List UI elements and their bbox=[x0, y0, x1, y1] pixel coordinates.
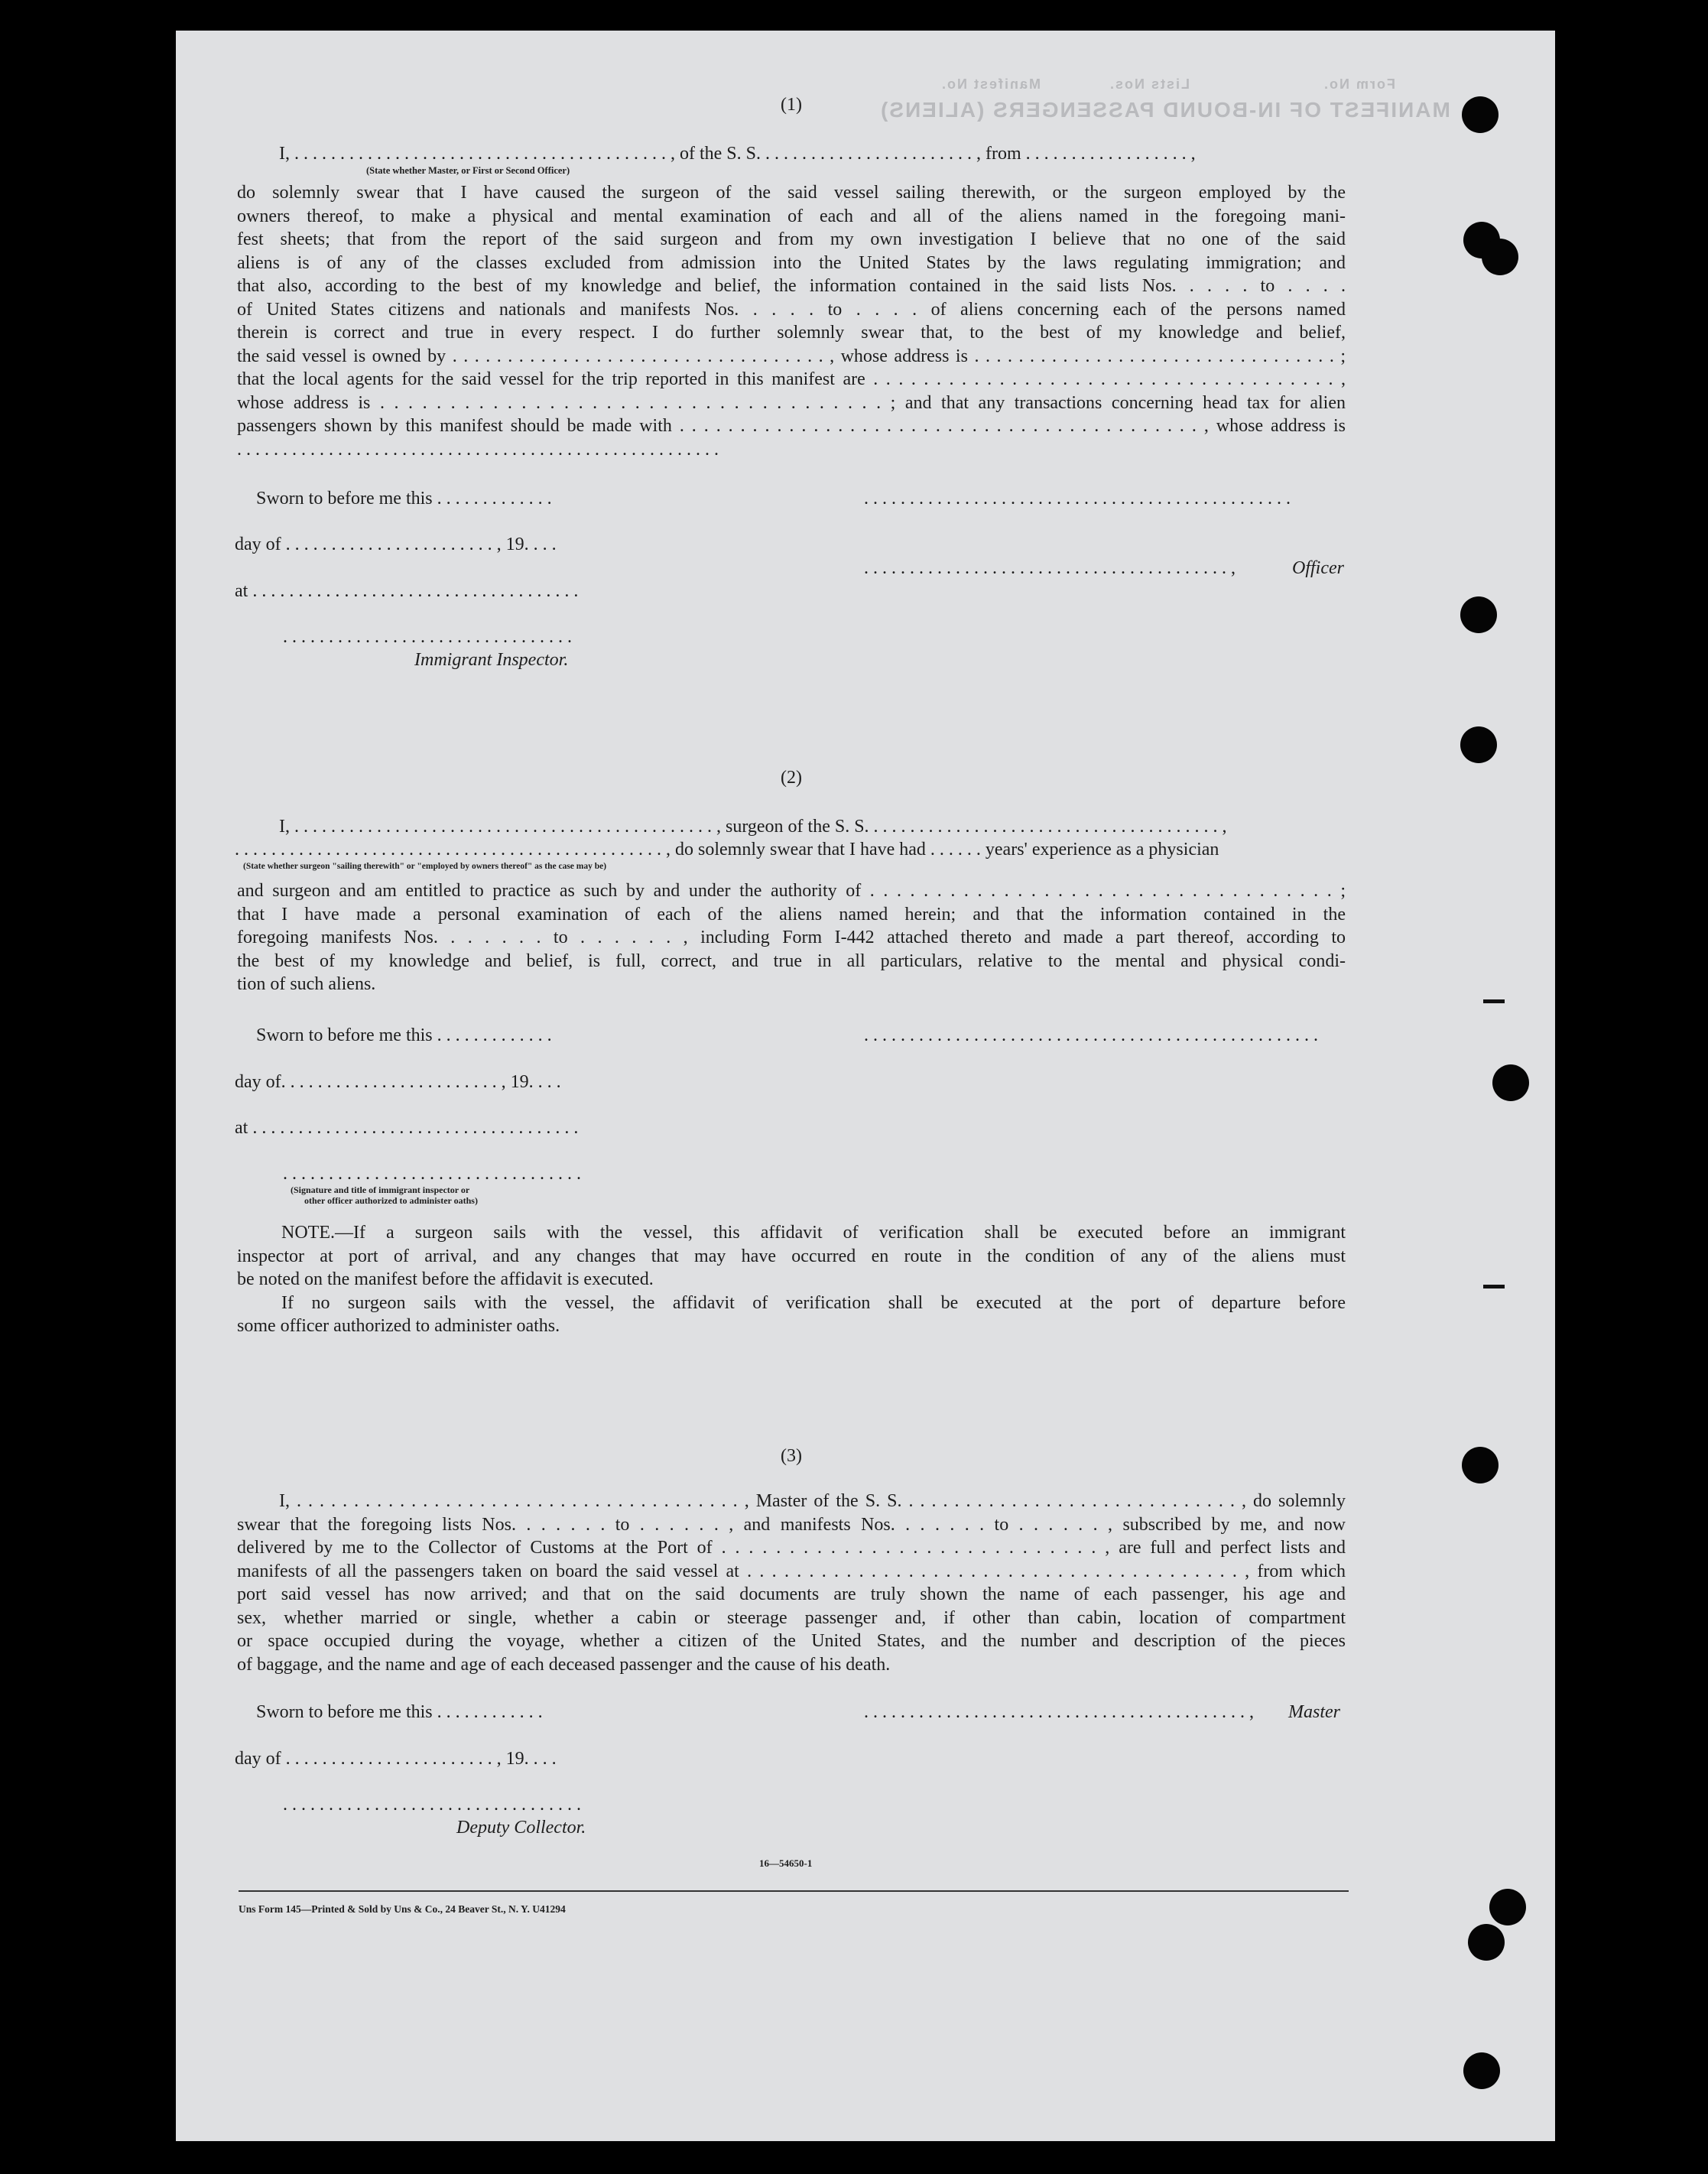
oath-line: port said vessel has now arrived; and that on the said documents are truly shown the name of each passenger, his age and bbox=[237, 1584, 1346, 1604]
section-2-sublabel: (State whether surgeon "sailing therewith" or "employed by owners thereof" as the case may be) bbox=[243, 862, 607, 871]
oath-line: that the local agents for the said vessel for the trip reported in this manifest are . . . . . . . . . . . . . . . . . . . . . . . . . . . . . . . . . . . . . , bbox=[237, 369, 1346, 389]
punch-hole bbox=[1489, 1889, 1526, 1925]
oath-line: sex, whether married or single, whether a cabin or steerage passenger and, if other than cabin, location of compartment bbox=[237, 1607, 1346, 1628]
section-3-collector-label: Deputy Collector. bbox=[456, 1818, 586, 1838]
section-1-at: at . . . . . . . . . . . . . . . . . . . . . . . . . . . . . . . . . . . . bbox=[235, 581, 579, 601]
note-line: some officer authorized to administer oaths. bbox=[237, 1316, 560, 1336]
oath-line: of United States citizens and nationals and manifests Nos. . . . . to . . . . of aliens concerning each of the persons named bbox=[237, 299, 1346, 320]
punch-hole bbox=[1462, 1447, 1499, 1483]
section-1-officer-line: . . . . . . . . . . . . . . . . . . . . . . . . . . . . . . . . . . . . . . . . , bbox=[864, 558, 1236, 578]
section-3-oath-text bbox=[237, 1490, 1346, 1676]
oath-line: manifests of all the passengers taken on board the said vessel at . . . . . . . . . . . . . . . . . . . . . . . . . . . . . . . . . . . . . . . . , from which bbox=[237, 1561, 1346, 1581]
oath-line: passengers shown by this manifest should be made with . . . . . . . . . . . . . . . . . . . . . . . . . . . . . . . . . . . . . . . . . . . , whose address is bbox=[237, 416, 1346, 436]
note-line: inspector at port of arrival, and any changes that may have occurred en route in the condition of any of the aliens must bbox=[237, 1246, 1346, 1266]
section-1-inspector-line: . . . . . . . . . . . . . . . . . . . . . . . . . . . . . . . . bbox=[283, 627, 572, 647]
oath-line: the said vessel is owned by . . . . . . . . . . . . . . . . . . . . . . . . . . . . . . . . . . , whose address is . . . . . . . . . . . . . . . . . . . . . . . . . . . . . . . . . ; bbox=[237, 346, 1346, 366]
oath-line: and surgeon and am entitled to practice as such by and under the authority of . . . . . . . . . . . . . . . . . . . . . . . . . . . . . . . . . . . ; bbox=[237, 881, 1346, 901]
oath-line: that I have made a personal examination of each of the aliens named herein; and that the information contained in the bbox=[237, 904, 1346, 925]
oath-line: foregoing manifests Nos. . . . . . . to . . . . . . , including Form I-442 attached thereto and made a part thereof, according to bbox=[237, 928, 1346, 947]
document-page bbox=[176, 31, 1555, 2141]
oath-line: owners thereof, to make a physical and mental examination of each and all of the aliens named in the foregoing mani- bbox=[237, 206, 1346, 226]
section-1-oath-text bbox=[237, 181, 1346, 461]
form-code: 16—54650-1 bbox=[759, 1857, 813, 1869]
punch-hole bbox=[1462, 96, 1499, 133]
section-1-sworn: Sworn to before me this . . . . . . . . . . . . . bbox=[256, 489, 552, 509]
section-2-signature-line: . . . . . . . . . . . . . . . . . . . . . . . . . . . . . . . . . . . . . . . . . . . . . . . . . . bbox=[864, 1025, 1318, 1045]
section-1-day: day of . . . . . . . . . . . . . . . . . . . . . . . , 19. . . . bbox=[235, 535, 557, 554]
oath-line: do solemnly swear that I have caused the surgeon of the said vessel sailing therewith, or the surgeon employed by the bbox=[237, 183, 1346, 203]
punch-hole bbox=[1463, 2052, 1500, 2089]
section-1-line1: I, . . . . . . . . . . . . . . . . . . . . . . . . . . . . . . . . . . . . . . . . . , of the S. S. . . . . . . . . . . . . . . . . . . . . . . . , from . . . . . . . . . . . . . . . . . . , bbox=[279, 144, 1196, 164]
bleed-through-header: MANIFEST OF IN-BOUND PASSENGERS (ALIENS) bbox=[879, 98, 1450, 122]
punch-hole bbox=[1482, 239, 1518, 275]
oath-line: the best of my knowledge and belief, is full, correct, and true in all particulars, relative to the mental and physical condi- bbox=[237, 951, 1346, 971]
section-2-line1: I, . . . . . . . . . . . . . . . . . . . . . . . . . . . . . . . . . . . . . . . . . . . . . . , surgeon of the S. S. . . . . . . . . . . . . . . . . . . . . . . . . . . . . . . . . . . . . . . , bbox=[279, 817, 1227, 837]
section-2-note bbox=[237, 1221, 1346, 1338]
footer-printer-line: Uns Form 145—Printed & Sold by Uns & Co., 24 Beaver St., N. Y. U41294 bbox=[239, 1903, 566, 1915]
oath-line: swear that the foregoing lists Nos. . . . . . . to . . . . . . , and manifests Nos. . . . . . . to . . . . . . , subscribed by me, and now bbox=[237, 1514, 1346, 1535]
section-1-signature-line: . . . . . . . . . . . . . . . . . . . . . . . . . . . . . . . . . . . . . . . . . . . . . . . bbox=[864, 489, 1291, 509]
section-2-line2: . . . . . . . . . . . . . . . . . . . . . . . . . . . . . . . . . . . . . . . . . . . . . . . , do solemnly swear that I have had . . . . . . years' experience as a physician bbox=[235, 840, 1219, 860]
section-3-master-label: Master bbox=[1288, 1702, 1340, 1722]
section-2-number: (2) bbox=[781, 768, 802, 788]
oath-line: that also, according to the best of my knowledge and belief, the information contained in the said lists Nos. . . . . to . . . . bbox=[237, 276, 1346, 296]
oath-line: therein is correct and true in every respect. I do further solemnly swear that, to the best of my knowledge and belief, bbox=[237, 323, 1346, 343]
bleed-through-lists: Lists Nos. bbox=[1109, 76, 1190, 92]
punch-hole bbox=[1460, 596, 1497, 633]
punch-hole bbox=[1468, 1924, 1505, 1961]
section-3-day: day of . . . . . . . . . . . . . . . . . . . . . . . , 19. . . . bbox=[235, 1749, 557, 1769]
oath-line: or space occupied during the voyage, whether a citizen of the United States, and the number and description of the pieces bbox=[237, 1631, 1346, 1651]
oath-line: tion of such aliens. bbox=[237, 974, 376, 994]
oath-line: . . . . . . . . . . . . . . . . . . . . . . . . . . . . . . . . . . . . . . . . . . . . . . . . . . . . . bbox=[237, 439, 719, 460]
section-3-master-line: . . . . . . . . . . . . . . . . . . . . . . . . . . . . . . . . . . . . . . . . . . , bbox=[864, 1702, 1254, 1722]
oath-line: of baggage, and the name and age of each deceased passenger and the cause of his death. bbox=[237, 1654, 891, 1675]
binder-mark bbox=[1483, 1285, 1505, 1288]
oath-line: aliens is of any of the classes excluded from admission into the United States by the laws regulating immigration; and bbox=[237, 252, 1346, 273]
bleed-through-manifest: Manifest No. bbox=[940, 76, 1041, 92]
section-3-number: (3) bbox=[781, 1446, 802, 1466]
footer-rule bbox=[239, 1890, 1349, 1892]
binder-mark bbox=[1483, 999, 1505, 1003]
note-line: be noted on the manifest before the affidavit is executed. bbox=[237, 1269, 654, 1289]
oath-line: I, . . . . . . . . . . . . . . . . . . . . . . . . . . . . . . . . . . . . . . . , Master of the S. S. . . . . . . . . . . . . . . . . . . . . . . . . . . . . . , do solemnly bbox=[279, 1491, 1346, 1511]
oath-line: delivered by me to the Collector of Customs at the Port of . . . . . . . . . . . . . . . . . . . . . . . . . . . . , are full and perfect lists and bbox=[237, 1538, 1346, 1558]
section-2-oath-text bbox=[237, 879, 1346, 996]
note-line: If no surgeon sails with the vessel, the affidavit of verification shall be executed at the port of departure before bbox=[281, 1292, 1346, 1313]
bleed-through-form: Form No. bbox=[1323, 76, 1395, 92]
section-2-inspector-sub1: (Signature and title of immigrant inspector or bbox=[291, 1184, 470, 1195]
section-2-day: day of. . . . . . . . . . . . . . . . . . . . . . . . , 19. . . . bbox=[235, 1072, 561, 1092]
section-1-inspector-label: Immigrant Inspector. bbox=[414, 650, 569, 670]
section-1-sublabel: (State whether Master, or First or Second Officer) bbox=[366, 165, 570, 176]
section-3-collector-line: . . . . . . . . . . . . . . . . . . . . . . . . . . . . . . . . . bbox=[283, 1795, 581, 1815]
section-2-at: at . . . . . . . . . . . . . . . . . . . . . . . . . . . . . . . . . . . . bbox=[235, 1118, 579, 1138]
section-2-inspector-line: . . . . . . . . . . . . . . . . . . . . . . . . . . . . . . . . . bbox=[283, 1164, 581, 1184]
note-line: NOTE.—If a surgeon sails with the vessel, this affidavit of verification shall be executed before an immigrant bbox=[281, 1223, 1346, 1243]
section-1-number: (1) bbox=[781, 95, 802, 115]
section-2-inspector-sub2: other officer authorized to administer oaths) bbox=[304, 1195, 478, 1206]
section-2-sworn: Sworn to before me this . . . . . . . . . . . . . bbox=[256, 1025, 552, 1045]
punch-hole bbox=[1460, 726, 1497, 763]
oath-line: fest sheets; that from the report of the said surgeon and from my own investigation I believe that no one of the said bbox=[237, 229, 1346, 249]
oath-line: whose address is . . . . . . . . . . . . . . . . . . . . . . . . . . . . . . . . . . . . ; and that any transactions concerning head tax for alien bbox=[237, 392, 1346, 413]
section-1-officer-label: Officer bbox=[1292, 558, 1344, 578]
section-3-sworn: Sworn to before me this . . . . . . . . . . . . bbox=[256, 1702, 543, 1722]
punch-hole bbox=[1492, 1064, 1529, 1101]
